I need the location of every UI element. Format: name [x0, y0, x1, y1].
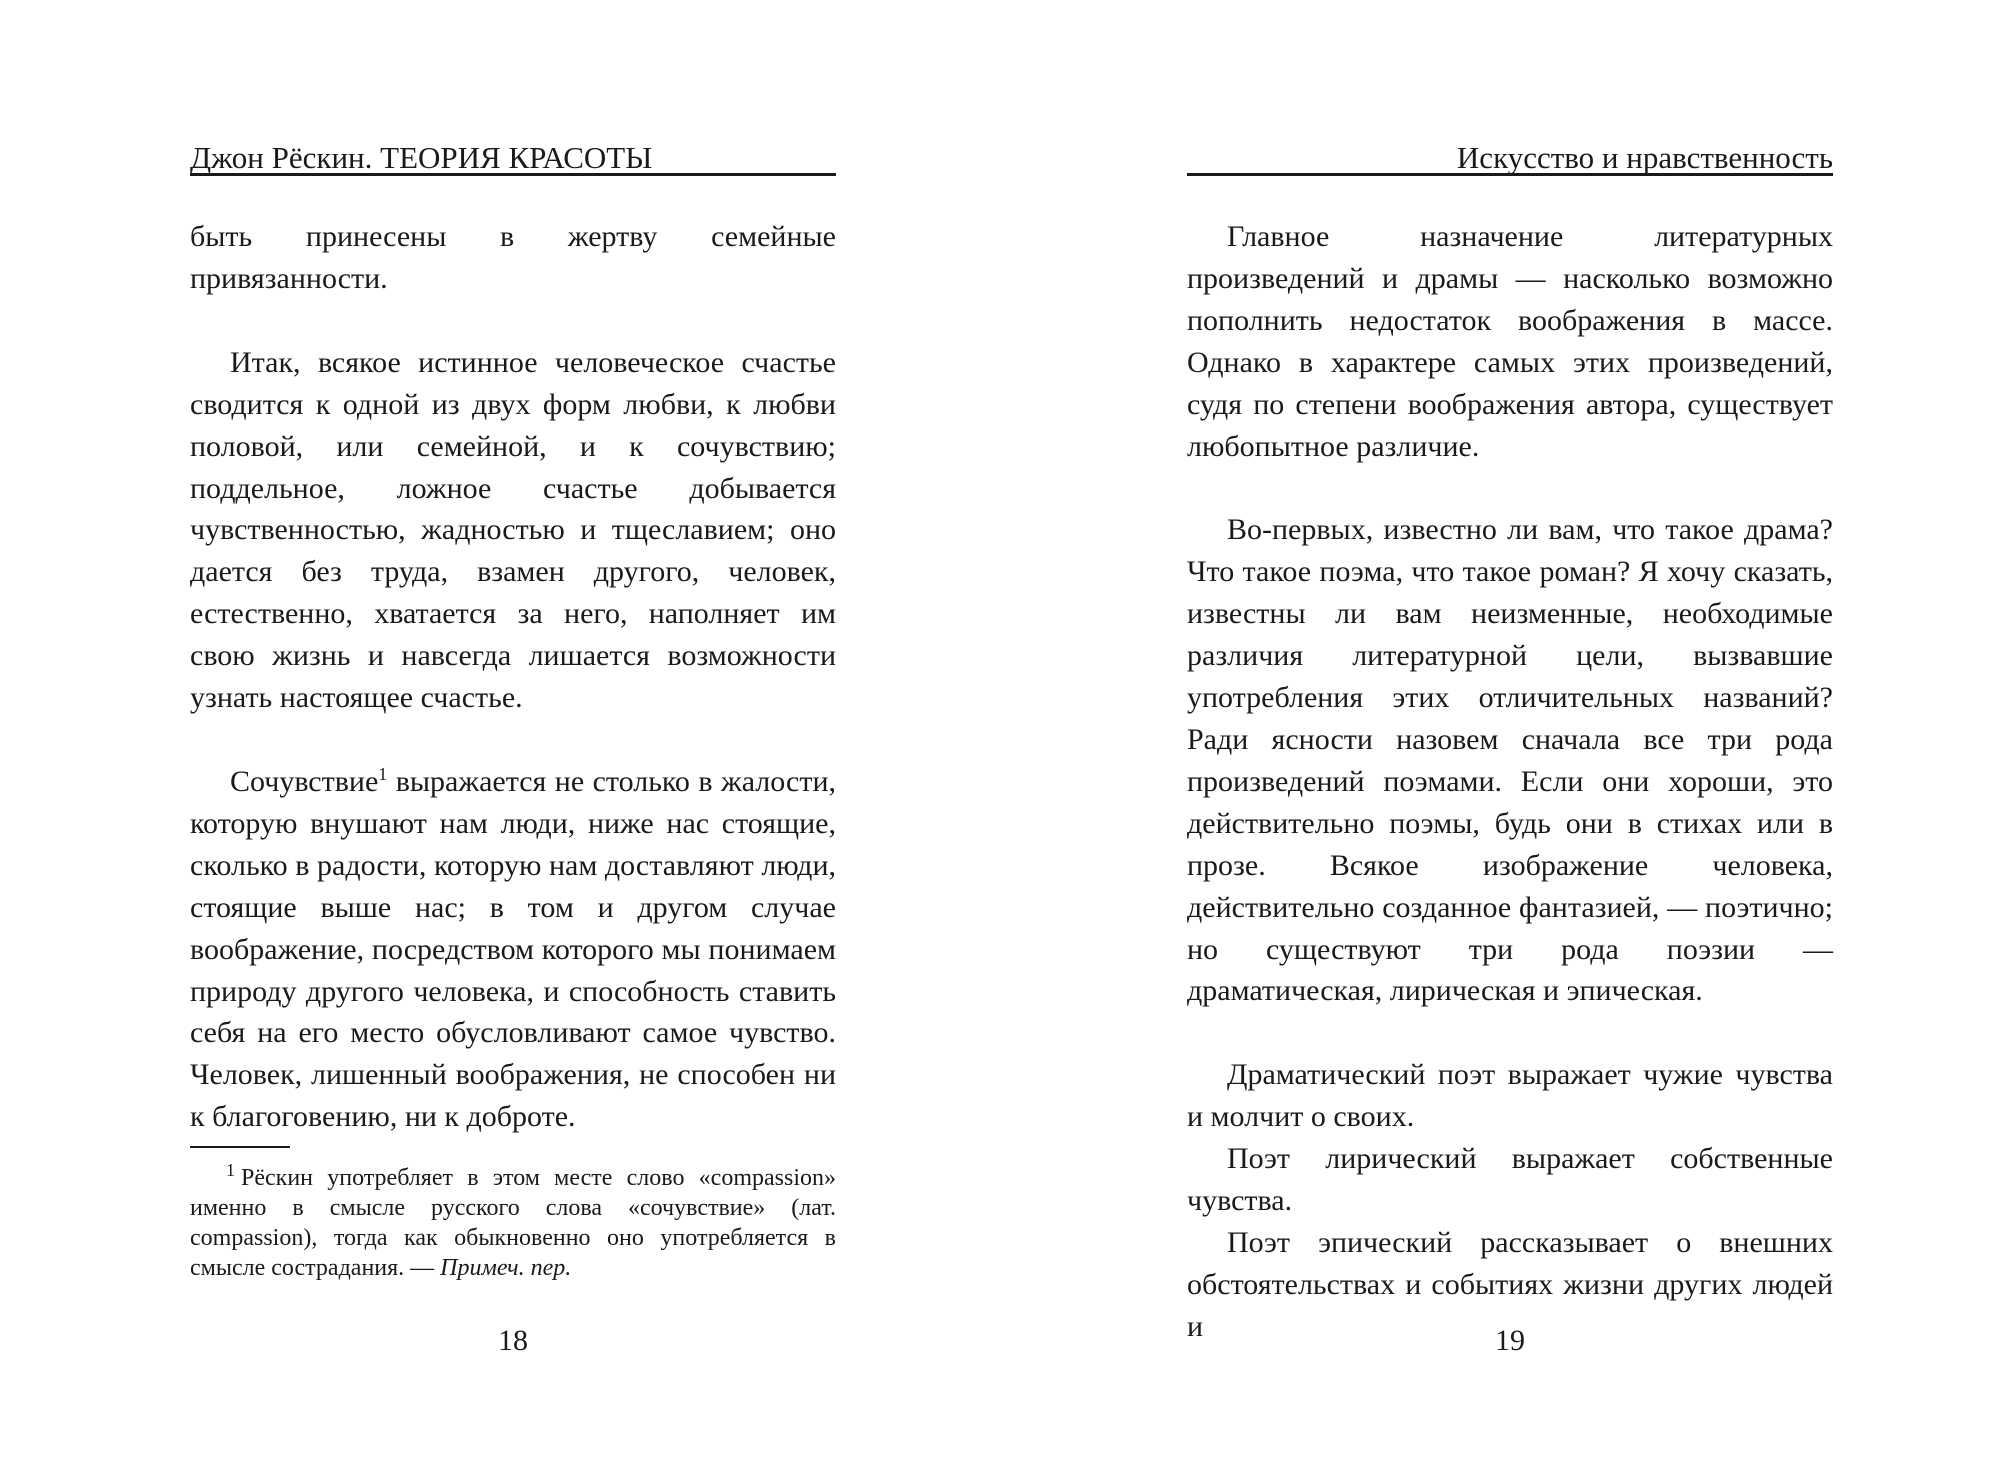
- left-page: [190, 0, 836, 1481]
- footnote-text: Рёскин употребляет в этом месте слово «compassion» именно в смысле русского слова «сочувствие» (лат. compassion), тогда как обыкновенно оно употребляется в смысле сострадания. —: [190, 1165, 836, 1281]
- running-head-right: Искусство и нравственность: [1456, 140, 1833, 175]
- paragraph: быть принесены в жертву семейные привязанности.: [190, 220, 836, 295]
- paragraph: Драматический поэт выражает чужие чувства и молчит о своих.: [1187, 1058, 1833, 1134]
- paragraph: Итак, всякое истинное человеческое счастье сводится к одной из двух форм любви, к любви половой, или семейной, и к сочувствию; поддельное, ложное счастье добывается чувственностью, жадностью и тщеславием; оно дается без труда, взамен другого, человек, естественно, хватается за него, наполняет им свою жизнь и навсегда лишается возможности узнать настоящее счастье.: [190, 345, 836, 715]
- paragraph: Во-первых, известно ли вам, что такое драма? Что такое поэма, что такое роман? Я хочу сказать, известны ли вам неизменные, необходимые различия литературной цели, вызвавшие употребления этих отличительных названий? Ради ясности назовем сначала все три рода произведений поэмами. Если они хороши, это действительно поэмы, будь они в стихах или в прозе. Всякое изображение человека, действительно созданное фантазией, — поэтично; но существуют три рода поэзии — драматическая, лирическая и эпическая.: [1187, 513, 1833, 1008]
- body-text-left: [190, 216, 836, 1138]
- page-number-right: 19: [1495, 1324, 1525, 1357]
- right-page: [1187, 0, 1833, 1481]
- footnote-reference: 1: [378, 763, 388, 784]
- footnote-attribution: Примеч. пер.: [440, 1255, 572, 1281]
- paragraph: Поэт эпический рассказывает о внешних обстоятельствах и событиях жизни других людей и: [1187, 1225, 1833, 1343]
- header-rule-right: [1187, 173, 1833, 176]
- header-rule-left: [190, 173, 836, 176]
- paragraph: Главное назначение литературных произведений и драмы — насколько возможно пополнить недостаток воображения в массе. Однако в характере самых этих произведений, судя по степени воображения автора, существует любопытное различие.: [1187, 220, 1833, 463]
- page-number-left: 18: [498, 1324, 528, 1357]
- footnote-rule: [190, 1146, 290, 1148]
- running-head-left: Джон Рёскин. ТЕОРИЯ КРАСОТЫ: [190, 140, 653, 175]
- body-text-right: [1187, 216, 1833, 1348]
- footnote: [190, 1160, 836, 1283]
- paragraph: [190, 761, 836, 1138]
- paragraph-rest: выражается не столько в жалости, которую внушают нам люди, ниже нас стоящие, сколько в радости, которую нам доставляют люди, стоящие выше нас; в том и другом случае воображение, посредством которого мы понимаем природу другого человека, и способность ставить себя на его место обусловливают самое чувство. Человек, лишенный воображения, не способен ни к благоговению, ни к доброте.: [190, 764, 836, 1134]
- paragraph: Поэт лирический выражает собственные чувства.: [1187, 1142, 1833, 1218]
- paragraph-start: Сочувствие: [230, 764, 379, 798]
- footnote-mark: 1: [226, 1160, 235, 1180]
